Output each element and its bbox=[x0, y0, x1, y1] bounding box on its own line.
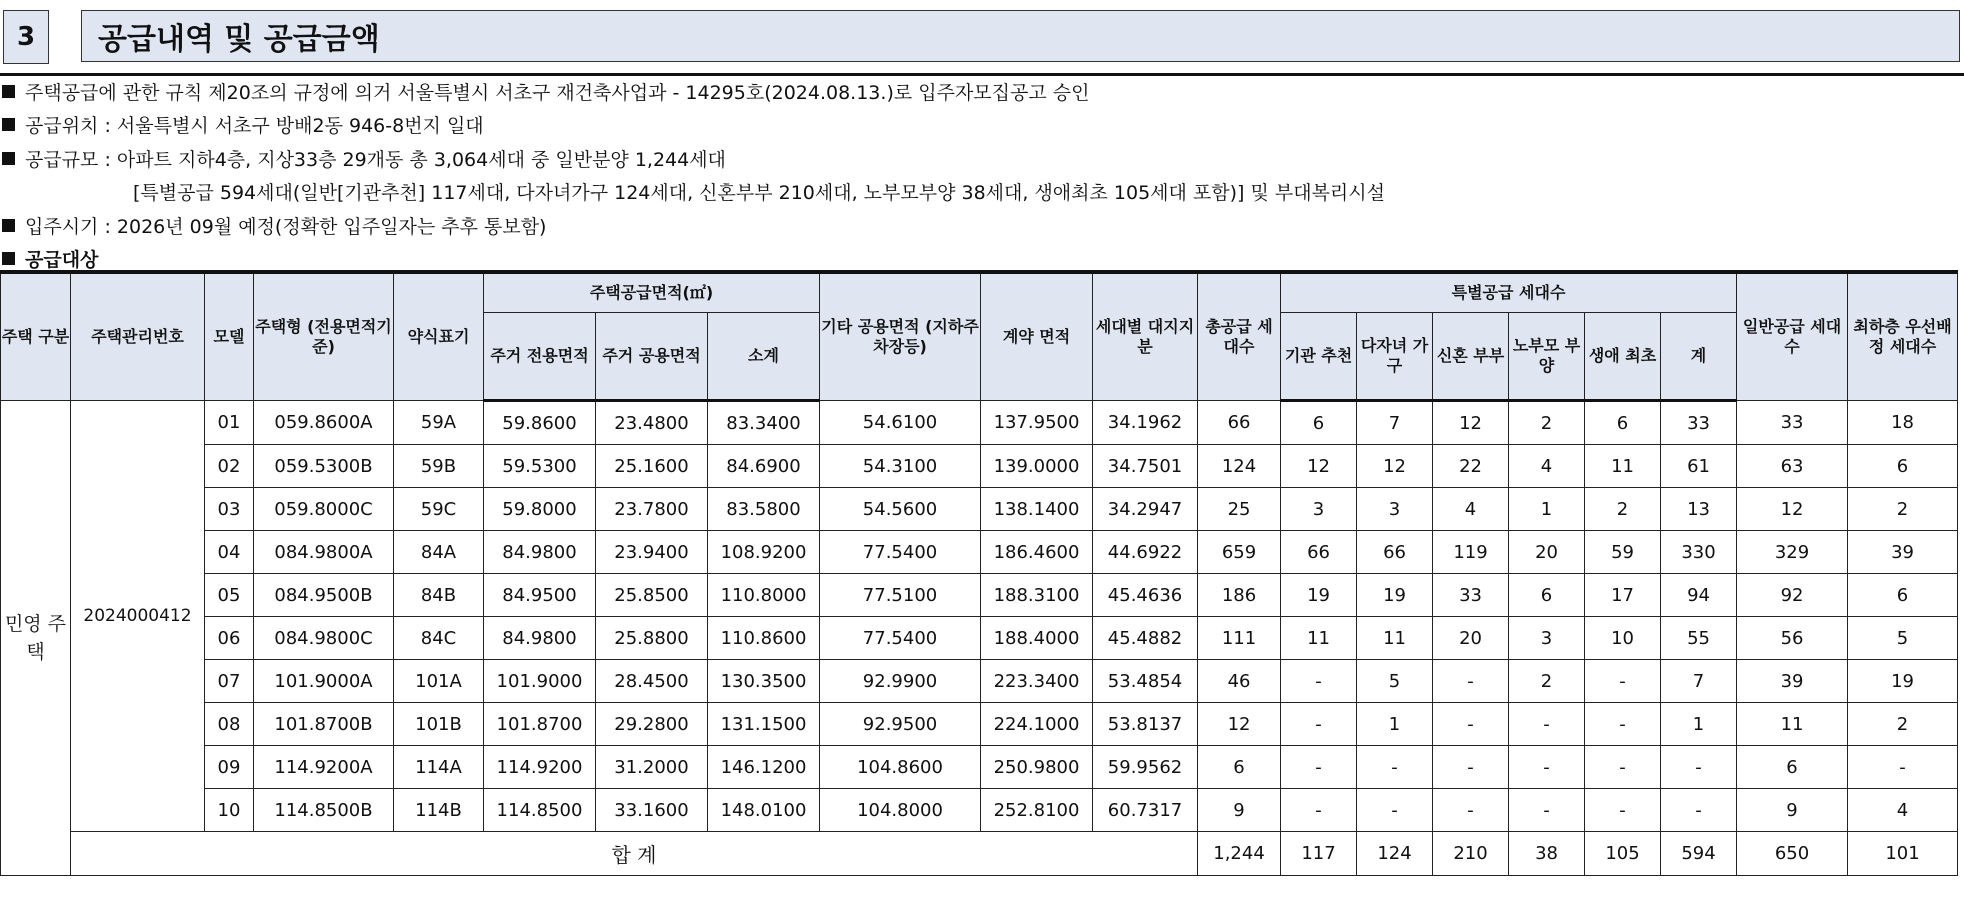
cell-subtotal: 130.3500 bbox=[708, 660, 820, 703]
header-first-time: 생애 최초 bbox=[1585, 313, 1661, 401]
cell-general: 11 bbox=[1737, 703, 1848, 746]
cell-subtotal: 148.0100 bbox=[708, 789, 820, 832]
cell-general: 56 bbox=[1737, 617, 1848, 660]
cell-subtotal: 108.9200 bbox=[708, 531, 820, 574]
cell-model: 07 bbox=[205, 660, 254, 703]
table-row bbox=[1, 660, 1958, 703]
cell-institution: - bbox=[1281, 746, 1357, 789]
cell-elderly: 1 bbox=[1509, 488, 1585, 531]
cell-other-common: 77.5400 bbox=[820, 617, 981, 660]
cell-total: 659 bbox=[1198, 531, 1281, 574]
total-general: 650 bbox=[1737, 832, 1848, 876]
header-general-supply: 일반공급 세대수 bbox=[1737, 272, 1848, 401]
cell-common: 25.8500 bbox=[596, 574, 708, 617]
cell-first-time: 11 bbox=[1585, 445, 1661, 488]
cell-exclusive: 84.9500 bbox=[484, 574, 596, 617]
cell-newlywed: - bbox=[1433, 660, 1509, 703]
cell-elderly: 2 bbox=[1509, 660, 1585, 703]
cell-model: 08 bbox=[205, 703, 254, 746]
cell-general: 33 bbox=[1737, 401, 1848, 445]
cell-elderly: 4 bbox=[1509, 445, 1585, 488]
cell-elderly: 2 bbox=[1509, 401, 1585, 445]
cell-total: 66 bbox=[1198, 401, 1281, 445]
table-row bbox=[1, 574, 1958, 617]
cell-multi-child: 5 bbox=[1357, 660, 1433, 703]
cell-type: 101.9000A bbox=[254, 660, 394, 703]
cell-common: 33.1600 bbox=[596, 789, 708, 832]
cell-exclusive: 59.8600 bbox=[484, 401, 596, 445]
cell-contract: 188.4000 bbox=[981, 617, 1093, 660]
cell-contract: 223.3400 bbox=[981, 660, 1093, 703]
cell-exclusive: 84.9800 bbox=[484, 531, 596, 574]
cell-lowest-floor: - bbox=[1848, 746, 1958, 789]
header-mgmt-no: 주택관리번호 bbox=[71, 272, 205, 401]
cell-abbr: 84A bbox=[394, 531, 484, 574]
bullet-square-icon bbox=[2, 219, 15, 232]
cell-multi-child: 12 bbox=[1357, 445, 1433, 488]
cell-elderly: - bbox=[1509, 789, 1585, 832]
cell-lowest-floor: 4 bbox=[1848, 789, 1958, 832]
cell-abbr: 59C bbox=[394, 488, 484, 531]
cell-multi-child: 1 bbox=[1357, 703, 1433, 746]
cell-multi-child: - bbox=[1357, 746, 1433, 789]
cell-type: 059.8600A bbox=[254, 401, 394, 445]
cell-special-total: 33 bbox=[1661, 401, 1737, 445]
cell-newlywed: 33 bbox=[1433, 574, 1509, 617]
bullet-square-icon bbox=[2, 85, 15, 98]
total-special: 594 bbox=[1661, 832, 1737, 876]
table-row bbox=[1, 703, 1958, 746]
info-line-move-in: 입주시기 : 2026년 09월 예정(정확한 입주일자는 추후 통보함) bbox=[0, 212, 1964, 239]
cell-common: 29.2800 bbox=[596, 703, 708, 746]
cell-exclusive: 114.8500 bbox=[484, 789, 596, 832]
cell-subtotal: 83.5800 bbox=[708, 488, 820, 531]
cell-contract: 252.8100 bbox=[981, 789, 1093, 832]
cell-land-share: 34.2947 bbox=[1093, 488, 1198, 531]
cell-land-share: 53.4854 bbox=[1093, 660, 1198, 703]
cell-multi-child: 3 bbox=[1357, 488, 1433, 531]
cell-elderly: - bbox=[1509, 746, 1585, 789]
header-elderly-parent: 노부모 부양 bbox=[1509, 313, 1585, 401]
header-house-type: 주택 구분 bbox=[1, 272, 71, 401]
cell-special-total: 13 bbox=[1661, 488, 1737, 531]
cell-subtotal: 146.1200 bbox=[708, 746, 820, 789]
header-special-supply: 특별공급 세대수 bbox=[1281, 272, 1737, 313]
cell-land-share: 45.4882 bbox=[1093, 617, 1198, 660]
house-type-cell: 민영 주택 bbox=[1, 401, 71, 876]
cell-contract: 137.9500 bbox=[981, 401, 1093, 445]
header-newlywed: 신혼 부부 bbox=[1433, 313, 1509, 401]
info-line-supply-target: 공급대상 bbox=[0, 245, 1964, 272]
cell-special-total: 330 bbox=[1661, 531, 1737, 574]
cell-special-total: - bbox=[1661, 746, 1737, 789]
cell-total: 12 bbox=[1198, 703, 1281, 746]
cell-subtotal: 83.3400 bbox=[708, 401, 820, 445]
header-lowest-floor: 최하층 우선배정 세대수 bbox=[1848, 272, 1958, 401]
header-abbr: 약식표기 bbox=[394, 272, 484, 401]
cell-first-time: - bbox=[1585, 746, 1661, 789]
cell-first-time: 6 bbox=[1585, 401, 1661, 445]
cell-other-common: 54.3100 bbox=[820, 445, 981, 488]
cell-abbr: 114B bbox=[394, 789, 484, 832]
info-line-scale: 공급규모 : 아파트 지하4층, 지상33층 29개동 총 3,064세대 중 일반분양 1,244세대 bbox=[0, 145, 1964, 172]
cell-institution: - bbox=[1281, 789, 1357, 832]
total-newlywed: 210 bbox=[1433, 832, 1509, 876]
cell-general: 39 bbox=[1737, 660, 1848, 703]
cell-first-time: - bbox=[1585, 660, 1661, 703]
cell-multi-child: 19 bbox=[1357, 574, 1433, 617]
cell-first-time: 2 bbox=[1585, 488, 1661, 531]
cell-subtotal: 110.8600 bbox=[708, 617, 820, 660]
cell-newlywed: 20 bbox=[1433, 617, 1509, 660]
cell-abbr: 84B bbox=[394, 574, 484, 617]
table-row bbox=[1, 746, 1958, 789]
cell-other-common: 77.5100 bbox=[820, 574, 981, 617]
cell-total: 111 bbox=[1198, 617, 1281, 660]
info-line-approval: 주택공급에 관한 규칙 제20조의 규정에 의거 서울특별시 서초구 재건축사업과 - 14295호(2024.08.13.)로 입주자모집공고 승인 bbox=[0, 78, 1964, 105]
info-line-location: 공급위치 : 서울특별시 서초구 방배2동 946-8번지 일대 bbox=[0, 111, 1964, 138]
header-subtotal: 소계 bbox=[708, 313, 820, 401]
info-line-special-supply: [특별공급 594세대(일반[기관추천] 117세대, 다자녀가구 124세대, 신혼부부 210세대, 노부모부양 38세대, 생애최초 105세대 포함)] 및 부대복리시설 bbox=[133, 182, 1385, 204]
cell-newlywed: 22 bbox=[1433, 445, 1509, 488]
cell-common: 23.7800 bbox=[596, 488, 708, 531]
cell-elderly: 6 bbox=[1509, 574, 1585, 617]
cell-abbr: 59A bbox=[394, 401, 484, 445]
cell-contract: 188.3100 bbox=[981, 574, 1093, 617]
cell-lowest-floor: 5 bbox=[1848, 617, 1958, 660]
cell-common: 23.4800 bbox=[596, 401, 708, 445]
header-housing-type: 주택형 (전용면적기준) bbox=[254, 272, 394, 401]
cell-exclusive: 101.9000 bbox=[484, 660, 596, 703]
cell-contract: 224.1000 bbox=[981, 703, 1093, 746]
total-row bbox=[1, 832, 1958, 876]
bullet-square-icon bbox=[2, 252, 15, 265]
cell-newlywed: - bbox=[1433, 789, 1509, 832]
cell-total: 46 bbox=[1198, 660, 1281, 703]
total-label: 합 계 bbox=[71, 832, 1198, 876]
cell-model: 06 bbox=[205, 617, 254, 660]
cell-exclusive: 84.9800 bbox=[484, 617, 596, 660]
cell-contract: 250.9800 bbox=[981, 746, 1093, 789]
cell-first-time: 10 bbox=[1585, 617, 1661, 660]
cell-institution: 6 bbox=[1281, 401, 1357, 445]
cell-lowest-floor: 19 bbox=[1848, 660, 1958, 703]
cell-lowest-floor: 39 bbox=[1848, 531, 1958, 574]
cell-institution: 11 bbox=[1281, 617, 1357, 660]
cell-first-time: 59 bbox=[1585, 531, 1661, 574]
cell-first-time: - bbox=[1585, 703, 1661, 746]
cell-subtotal: 84.6900 bbox=[708, 445, 820, 488]
header-supply-area: 주택공급면적(㎡) bbox=[484, 272, 820, 313]
cell-subtotal: 110.8000 bbox=[708, 574, 820, 617]
cell-model: 09 bbox=[205, 746, 254, 789]
mgmt-no-cell: 2024000412 bbox=[71, 401, 205, 832]
total-institution: 117 bbox=[1281, 832, 1357, 876]
cell-institution: 12 bbox=[1281, 445, 1357, 488]
cell-model: 05 bbox=[205, 574, 254, 617]
bullet-square-icon bbox=[2, 152, 15, 165]
cell-land-share: 45.4636 bbox=[1093, 574, 1198, 617]
cell-other-common: 77.5400 bbox=[820, 531, 981, 574]
cell-lowest-floor: 6 bbox=[1848, 445, 1958, 488]
cell-first-time: 17 bbox=[1585, 574, 1661, 617]
cell-abbr: 84C bbox=[394, 617, 484, 660]
cell-subtotal: 131.1500 bbox=[708, 703, 820, 746]
header-institution: 기관 추천 bbox=[1281, 313, 1357, 401]
cell-model: 04 bbox=[205, 531, 254, 574]
cell-common: 28.4500 bbox=[596, 660, 708, 703]
cell-type: 101.8700B bbox=[254, 703, 394, 746]
cell-other-common: 104.8600 bbox=[820, 746, 981, 789]
supply-table bbox=[0, 270, 1958, 876]
cell-exclusive: 101.8700 bbox=[484, 703, 596, 746]
cell-land-share: 53.8137 bbox=[1093, 703, 1198, 746]
cell-model: 01 bbox=[205, 401, 254, 445]
cell-institution: 3 bbox=[1281, 488, 1357, 531]
cell-special-total: 1 bbox=[1661, 703, 1737, 746]
cell-institution: 66 bbox=[1281, 531, 1357, 574]
header-contract-area: 계약 면적 bbox=[981, 272, 1093, 401]
cell-institution: - bbox=[1281, 703, 1357, 746]
cell-type: 059.8000C bbox=[254, 488, 394, 531]
cell-newlywed: 4 bbox=[1433, 488, 1509, 531]
header-other-common: 기타 공용면적 (지하주차장등) bbox=[820, 272, 981, 401]
total-first-time: 105 bbox=[1585, 832, 1661, 876]
table-row bbox=[1, 617, 1958, 660]
total-units: 1,244 bbox=[1198, 832, 1281, 876]
total-multi-child: 124 bbox=[1357, 832, 1433, 876]
header-common-area: 주거 공용면적 bbox=[596, 313, 708, 401]
cell-total: 25 bbox=[1198, 488, 1281, 531]
cell-other-common: 92.9500 bbox=[820, 703, 981, 746]
table-row bbox=[1, 531, 1958, 574]
cell-elderly: - bbox=[1509, 703, 1585, 746]
section-header bbox=[0, 10, 1964, 66]
cell-newlywed: - bbox=[1433, 703, 1509, 746]
table-row bbox=[1, 401, 1958, 445]
cell-type: 114.9200A bbox=[254, 746, 394, 789]
cell-type: 084.9500B bbox=[254, 574, 394, 617]
cell-lowest-floor: 2 bbox=[1848, 488, 1958, 531]
cell-contract: 138.1400 bbox=[981, 488, 1093, 531]
cell-lowest-floor: 6 bbox=[1848, 574, 1958, 617]
header-special-total: 계 bbox=[1661, 313, 1737, 401]
cell-total: 186 bbox=[1198, 574, 1281, 617]
section-number: 3 bbox=[3, 10, 49, 64]
cell-model: 02 bbox=[205, 445, 254, 488]
cell-land-share: 34.1962 bbox=[1093, 401, 1198, 445]
cell-first-time: - bbox=[1585, 789, 1661, 832]
cell-elderly: 20 bbox=[1509, 531, 1585, 574]
cell-general: 12 bbox=[1737, 488, 1848, 531]
cell-other-common: 104.8000 bbox=[820, 789, 981, 832]
cell-special-total: 94 bbox=[1661, 574, 1737, 617]
cell-type: 059.5300B bbox=[254, 445, 394, 488]
cell-other-common: 54.6100 bbox=[820, 401, 981, 445]
cell-special-total: 61 bbox=[1661, 445, 1737, 488]
cell-contract: 139.0000 bbox=[981, 445, 1093, 488]
cell-general: 9 bbox=[1737, 789, 1848, 832]
header-exclusive-area: 주거 전용면적 bbox=[484, 313, 596, 401]
cell-abbr: 101B bbox=[394, 703, 484, 746]
cell-abbr: 59B bbox=[394, 445, 484, 488]
cell-type: 114.8500B bbox=[254, 789, 394, 832]
cell-newlywed: 12 bbox=[1433, 401, 1509, 445]
cell-land-share: 44.6922 bbox=[1093, 531, 1198, 574]
table-row bbox=[1, 789, 1958, 832]
table-row bbox=[1, 488, 1958, 531]
cell-multi-child: 11 bbox=[1357, 617, 1433, 660]
header-land-share: 세대별 대지지분 bbox=[1093, 272, 1198, 401]
bullet-square-icon bbox=[2, 118, 15, 131]
cell-general: 329 bbox=[1737, 531, 1848, 574]
cell-total: 9 bbox=[1198, 789, 1281, 832]
section-divider bbox=[0, 73, 1964, 76]
cell-institution: 19 bbox=[1281, 574, 1357, 617]
cell-other-common: 54.5600 bbox=[820, 488, 981, 531]
total-lowest-floor: 101 bbox=[1848, 832, 1958, 876]
cell-newlywed: 119 bbox=[1433, 531, 1509, 574]
cell-abbr: 114A bbox=[394, 746, 484, 789]
cell-common: 25.1600 bbox=[596, 445, 708, 488]
section-title: 공급내역 및 공급금액 bbox=[81, 10, 1960, 62]
cell-special-total: - bbox=[1661, 789, 1737, 832]
cell-lowest-floor: 2 bbox=[1848, 703, 1958, 746]
cell-general: 92 bbox=[1737, 574, 1848, 617]
cell-type: 084.9800C bbox=[254, 617, 394, 660]
cell-type: 084.9800A bbox=[254, 531, 394, 574]
header-multi-child: 다자녀 가구 bbox=[1357, 313, 1433, 401]
cell-multi-child: - bbox=[1357, 789, 1433, 832]
cell-newlywed: - bbox=[1433, 746, 1509, 789]
cell-abbr: 101A bbox=[394, 660, 484, 703]
cell-elderly: 3 bbox=[1509, 617, 1585, 660]
cell-special-total: 55 bbox=[1661, 617, 1737, 660]
cell-lowest-floor: 18 bbox=[1848, 401, 1958, 445]
cell-institution: - bbox=[1281, 660, 1357, 703]
cell-exclusive: 59.8000 bbox=[484, 488, 596, 531]
cell-land-share: 59.9562 bbox=[1093, 746, 1198, 789]
cell-total: 6 bbox=[1198, 746, 1281, 789]
cell-multi-child: 7 bbox=[1357, 401, 1433, 445]
header-model: 모델 bbox=[205, 272, 254, 401]
header-total-units: 총공급 세대수 bbox=[1198, 272, 1281, 401]
cell-common: 23.9400 bbox=[596, 531, 708, 574]
cell-land-share: 34.7501 bbox=[1093, 445, 1198, 488]
cell-multi-child: 66 bbox=[1357, 531, 1433, 574]
cell-exclusive: 114.9200 bbox=[484, 746, 596, 789]
table-row bbox=[1, 445, 1958, 488]
cell-contract: 186.4600 bbox=[981, 531, 1093, 574]
cell-model: 03 bbox=[205, 488, 254, 531]
cell-general: 6 bbox=[1737, 746, 1848, 789]
cell-common: 31.2000 bbox=[596, 746, 708, 789]
cell-general: 63 bbox=[1737, 445, 1848, 488]
cell-exclusive: 59.5300 bbox=[484, 445, 596, 488]
cell-other-common: 92.9900 bbox=[820, 660, 981, 703]
cell-common: 25.8800 bbox=[596, 617, 708, 660]
cell-special-total: 7 bbox=[1661, 660, 1737, 703]
total-elderly: 38 bbox=[1509, 832, 1585, 876]
cell-land-share: 60.7317 bbox=[1093, 789, 1198, 832]
cell-total: 124 bbox=[1198, 445, 1281, 488]
cell-model: 10 bbox=[205, 789, 254, 832]
